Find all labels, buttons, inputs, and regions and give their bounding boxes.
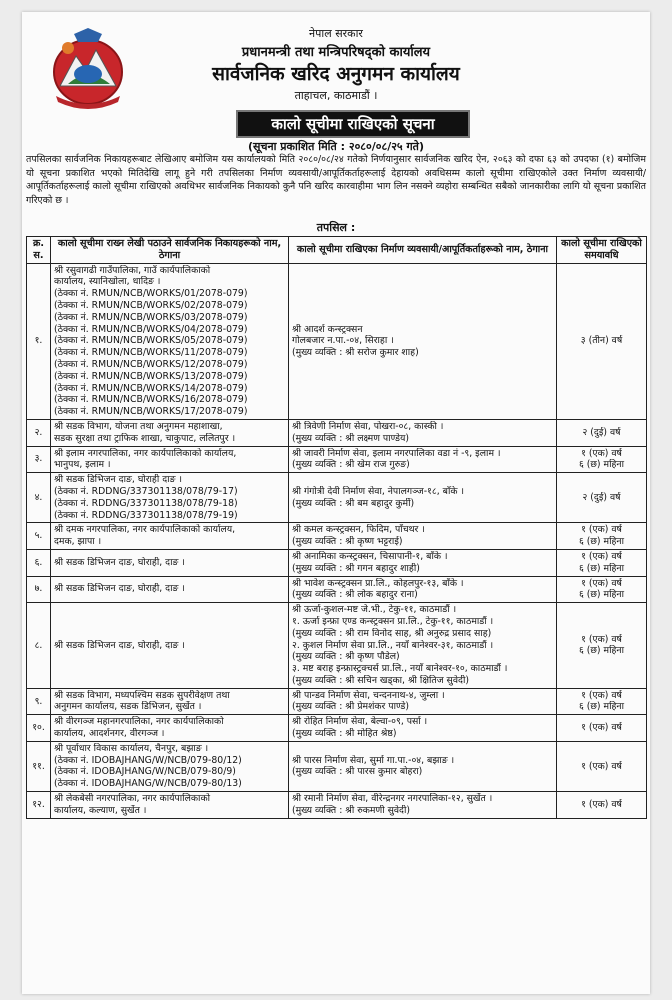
row-public-entity [51, 473, 289, 523]
row-blacklist-period [557, 549, 647, 576]
row-blacklist-period-line: ६ (छ) महिना [579, 562, 624, 574]
table-row [27, 741, 647, 791]
row-contractor-line: (मुख्य व्यक्ति : श्री कृष्ण पौडेल) [292, 651, 400, 663]
row-contractor [289, 446, 557, 473]
row-public-entity [51, 741, 289, 791]
row-blacklist-period-line: १ (एक) वर्ष [581, 633, 622, 645]
row-public-entity-line: श्री दमक नगरपालिका, नगर कार्यपालिकाको कार्यालय, [54, 524, 236, 536]
table-row [27, 523, 647, 550]
row-contractor-line: (मुख्य व्यक्ति : श्री रुकमणी सुवेदी) [292, 804, 410, 816]
intro-paragraph: तपसिलका सार्वजनिक निकायहरूबाट लेखिआए बमोजिम यस कार्यालयको मिति २०८०/०८/२४ गतेको निर्णयानुसार सार्वजनिक खरिद ऐन, २०६३ को दफा ६३ को उपदफा (१) बमोजिम यो सूचना प्रकाशित भएको मितिदेखि लागू हुने गरी तपसिलका निर्माण व्यवसायी/आपूर्तिकर्ताहरूलाई देहायको अवधिसम्म कालो सूचीमा राखिएकोले उक्त निर्माण व्यवसायी/आपूर्तिकर्ताहरूलाई कालो सूचीमा राखिएको अवधिभर सार्वजनिक निकायको कुनै पनि खरिद कारवाहीमा भाग लिन नसक्ने व्यहोरा सम्बन्धित सबैको जानकारीका लागि यो सूचना प्रकाशित गरिएको छ । [26, 154, 646, 206]
row-contractor [289, 263, 557, 419]
row-public-entity [51, 263, 289, 419]
table-row [27, 473, 647, 523]
row-serial-number: ५. [27, 523, 51, 550]
row-blacklist-period [557, 523, 647, 550]
row-public-entity-line: (ठेक्का नं. RMUN/NCB/WORKS/04/2078-079) [54, 323, 248, 335]
row-contractor-line: श्री रोहित निर्माण सेवा, बेल्वा-०९, पर्सा । [292, 716, 428, 728]
row-blacklist-period [557, 576, 647, 603]
row-public-entity-line: (ठेक्का नं. RMUN/NCB/WORKS/12/2078-079) [54, 358, 248, 370]
row-public-entity-line: (ठेक्का नं. RMUN/NCB/WORKS/13/2078-079) [54, 370, 248, 382]
row-contractor-line: (मुख्य व्यक्ति : श्री खेम राज गुरुङ) [292, 459, 410, 471]
row-public-entity-line: श्री सडक डिभिजन दाङ, घोराही दाङ । [54, 474, 182, 486]
row-contractor-line: श्री अनामिका कन्स्ट्रक्सन, चिसापानी-१, बाँके । [292, 550, 448, 562]
table-row [27, 263, 647, 419]
notice-title: कालो सूचीमा राखिएको सूचना [236, 110, 470, 138]
row-blacklist-period-line: १ (एक) वर्ष [581, 550, 622, 562]
row-public-entity-line: (ठेक्का नं. RDDNG/337301138/078/79-19) [54, 509, 238, 521]
row-contractor [289, 523, 557, 550]
row-blacklist-period [557, 792, 647, 819]
row-contractor-line: श्री रमानी निर्माण सेवा, वीरेन्द्रनगर नगरपालिका-१२, सुर्खेत । [292, 793, 493, 805]
table-row [27, 792, 647, 819]
row-contractor-line: (मुख्य व्यक्ति : श्री मोहित श्रेष्ठ) [292, 728, 397, 740]
row-public-entity-line: (ठेक्का नं. RDDNG/337301138/078/79-18) [54, 497, 238, 509]
row-public-entity-line: कार्यालय, स्यानिखोला, धादिङ । [54, 276, 161, 288]
column-header-entity: कालो सूचीमा राख्न लेखी पठाउने सार्वजनिक निकायहरूको नाम, ठेगाना [51, 237, 289, 264]
row-contractor [289, 603, 557, 689]
row-public-entity-line: श्री इलाम नगरपालिका, नगर कार्यपालिकाको कार्यालय, [54, 447, 237, 459]
row-public-entity [51, 576, 289, 603]
table-row [27, 715, 647, 742]
row-contractor-line: (मुख्य व्यक्ति : श्री पारस कुमार बोहरा) [292, 766, 423, 778]
row-blacklist-period-line: ६ (छ) महिना [579, 645, 624, 657]
publish-date: (सूचना प्रकाशित मिति : २०८०/०८/२५ गते) [248, 140, 424, 153]
row-public-entity-line: कार्यालय, आदर्शनगर, वीरगञ्ज । [54, 728, 165, 740]
row-public-entity-line: (ठेक्का नं. RMUN/NCB/WORKS/01/2078-079) [54, 288, 248, 300]
row-contractor-line: श्री भावेश कन्स्ट्रक्सन प्रा.लि., कोहलपुर-१३, बाँके । [292, 577, 464, 589]
row-public-entity-line: श्री रसुवागढी गाउँपालिका, गाउँ कार्यपालिकाको [54, 264, 211, 276]
row-contractor-line: श्री ऊर्जा-कुशल-मष्ट जे.भी., टेकु-११, काठमाडौं । [292, 604, 457, 616]
row-serial-number: १२. [27, 792, 51, 819]
row-public-entity-line: श्री सडक डिभिजन दाङ, घोराही, दाङ । [54, 583, 185, 595]
header-address: ताहाचल, काठमाडौं । [294, 89, 378, 102]
row-contractor [289, 688, 557, 715]
row-blacklist-period-line: १ (एक) वर्ष [581, 447, 622, 459]
header-department: सार्वजनिक खरिद अनुगमन कार्यालय [212, 63, 460, 85]
row-blacklist-period [557, 603, 647, 689]
row-blacklist-period-line: ३ (तीन) वर्ष [580, 335, 623, 347]
row-public-entity-line: (ठेक्का नं. RMUN/NCB/WORKS/14/2078-079) [54, 382, 248, 394]
row-contractor-line: (मुख्य व्यक्ति : श्री लक्ष्मण पाण्डेय) [292, 432, 409, 444]
row-contractor-line: श्री आदर्श कन्स्ट्रक्सन [292, 323, 363, 335]
row-contractor-line: (मुख्य व्यक्ति : श्री सरोज कुमार शाह) [292, 347, 419, 359]
row-contractor [289, 473, 557, 523]
row-public-entity-line: (ठेक्का नं. RMUN/NCB/WORKS/05/2078-079) [54, 335, 248, 347]
row-blacklist-period [557, 473, 647, 523]
row-contractor-line: (मुख्य व्यक्ति : श्री कृष्ण भट्टराई) [292, 536, 403, 548]
row-blacklist-period-line: ६ (छ) महिना [579, 589, 624, 601]
row-public-entity-line: (ठेक्का नं. RMUN/NCB/WORKS/16/2078-079) [54, 394, 248, 406]
row-public-entity-line: (ठेक्का नं. IDOBAJHANG/W/NCB/079-80/9) [54, 766, 236, 778]
row-contractor-line: श्री पान्डव निर्माण सेवा, चन्दननाथ-४, जुम्ला । [292, 689, 445, 701]
table-row [27, 603, 647, 689]
row-contractor-line: (मुख्य व्यक्ति : श्री बम बहादुर कुर्मी) [292, 497, 415, 509]
table-row [27, 549, 647, 576]
row-serial-number: ११. [27, 741, 51, 791]
row-blacklist-period-line: १ (एक) वर्ष [581, 722, 622, 734]
table-row [27, 419, 647, 446]
row-public-entity-line: श्री सडक डिभिजन दाङ, घोराही, दाङ । [54, 639, 185, 651]
row-contractor-line: श्री गंगोत्री देवी निर्माण सेवा, नेपालगञ्ज-१८, बाँके । [292, 485, 464, 497]
table-row [27, 688, 647, 715]
header-office: प्रधानमन्त्री तथा मन्त्रिपरिषद्को कार्यालय [241, 45, 431, 60]
row-blacklist-period-line: १ (एक) वर्ष [581, 798, 622, 810]
row-public-entity-line: श्री सडक डिभिजन दाङ, घोराही, दाङ । [54, 556, 185, 568]
row-public-entity [51, 603, 289, 689]
row-blacklist-period-line: ६ (छ) महिना [579, 536, 624, 548]
row-public-entity-line: श्री लेकबेसी नगरपालिका, नगर कार्यपालिकाको [54, 793, 210, 805]
row-public-entity-line: (ठेक्का नं. RMUN/NCB/WORKS/02/2078-079) [54, 299, 248, 311]
header-government: नेपाल सरकार [309, 27, 363, 40]
row-contractor-line: श्री त्रिवेणी निर्माण सेवा, पोखरा-०८, कास्की । [292, 420, 444, 432]
row-public-entity-line: श्री सडक विभाग, योजना तथा अनुगमन महाशाखा, [54, 420, 223, 432]
row-public-entity [51, 446, 289, 473]
row-blacklist-period-line: १ (एक) वर्ष [581, 760, 622, 772]
blacklist-table [26, 236, 647, 819]
row-public-entity [51, 419, 289, 446]
column-header-period: कालो सूचीमा राखिएको समयावधि [557, 237, 647, 264]
column-header-sn: क्र. स. [27, 237, 51, 264]
row-contractor [289, 419, 557, 446]
row-serial-number: १०. [27, 715, 51, 742]
row-blacklist-period-line: ६ (छ) महिना [579, 459, 624, 471]
row-blacklist-period [557, 715, 647, 742]
table-header-row [27, 237, 647, 264]
row-contractor [289, 792, 557, 819]
row-contractor-line: (मुख्य व्यक्ति : श्री राम विनोद साह, श्री अनुरुद्र प्रसाद साह) [292, 627, 492, 639]
row-public-entity-line: श्री सडक विभाग, मध्यपश्चिम सडक सुपरीवेक्षण तथा [54, 689, 230, 701]
row-blacklist-period-line: २ (दुई) वर्ष [582, 426, 621, 438]
row-public-entity-line: श्री पूर्वाधार विकास कार्यालय, चैनपुर, बझाङ । [54, 742, 209, 754]
row-contractor-line: २. कुशल निर्माण सेवा प्रा.लि., नयाँ बानेश्वर-३१, काठमाडौं । [292, 639, 494, 651]
row-contractor-line: १. ऊर्जा इन्फ्रा एण्ड कन्स्ट्रक्सन प्रा.लि., टेकु-११, काठमाडौं । [292, 615, 494, 627]
row-public-entity-line: (ठेक्का नं. RMUN/NCB/WORKS/03/2078-079) [54, 311, 248, 323]
row-serial-number: ८. [27, 603, 51, 689]
table-row [27, 576, 647, 603]
row-public-entity-line: (ठेक्का नं. IDOBAJHANG/W/NCB/079-80/12) [54, 754, 242, 766]
row-public-entity-line: सडक सुरक्षा तथा ट्राफिक शाखा, चाकुपाट, ललितपुर । [54, 432, 236, 444]
row-blacklist-period-line: ६ (छ) महिना [579, 701, 624, 713]
row-serial-number: १. [27, 263, 51, 419]
row-public-entity-line: दमक, झापा । [54, 536, 102, 548]
row-contractor [289, 741, 557, 791]
row-blacklist-period [557, 263, 647, 419]
row-contractor-line: श्री पारस निर्माण सेवा, सुर्मा गा.पा.-०४, बझाङ । [292, 754, 455, 766]
row-public-entity [51, 792, 289, 819]
row-contractor-line: गोलबजार न.पा.-०४, सिराहा । [292, 335, 394, 347]
row-blacklist-period-line: २ (दुई) वर्ष [582, 491, 621, 503]
row-public-entity-line: (ठेक्का नं. RMUN/NCB/WORKS/11/2078-079) [54, 347, 248, 359]
row-blacklist-period-line: १ (एक) वर्ष [581, 689, 622, 701]
column-header-contractor: कालो सूचीमा राखिएका निर्माण व्यवसायी/आपूर्तिकर्ताहरूको नाम, ठेगाना [289, 237, 557, 264]
row-public-entity-line: (ठेक्का नं. RDDNG/337301138/078/79-17) [54, 485, 238, 497]
row-public-entity [51, 549, 289, 576]
row-contractor-line: श्री जावरी निर्माण सेवा, इलाम नगरपालिका वडा नं -९, इलाम । [292, 447, 501, 459]
row-contractor [289, 549, 557, 576]
row-contractor [289, 715, 557, 742]
row-public-entity-line: कार्यालय, कल्याण, सुर्खेत । [54, 804, 147, 816]
row-public-entity-line: अनुगमन कार्यालय, सडक डिभिजन, सुर्खेत । [54, 701, 202, 713]
row-public-entity [51, 688, 289, 715]
row-contractor-line: (मुख्य व्यक्ति : श्री सचिन खड्का, श्री क्षितिज सुवेदी) [292, 674, 469, 686]
tapasil-heading: तपसिल : [316, 221, 356, 234]
row-blacklist-period [557, 688, 647, 715]
row-public-entity-line: (ठेक्का नं. RMUN/NCB/WORKS/17/2078-079) [54, 406, 248, 418]
row-contractor-line: ३. मष्ट बराह इन्फ्रास्ट्रक्चर्स प्रा.लि., नयाँ बानेश्वर-१०, काठमाडौं । [292, 663, 508, 675]
row-public-entity-line: श्री वीरगञ्ज महानगरपालिका, नगर कार्यपालिकाको [54, 716, 224, 728]
notice-page [22, 12, 650, 994]
row-serial-number: ६. [27, 549, 51, 576]
row-blacklist-period-line: १ (एक) वर्ष [581, 577, 622, 589]
row-blacklist-period [557, 446, 647, 473]
row-contractor-line: (मुख्य व्यक्ति : श्री लोक बहादुर राना) [292, 589, 418, 601]
row-contractor-line: (मुख्य व्यक्ति : श्री प्रेमशंकर पाण्डे) [292, 701, 409, 713]
row-contractor-line: (मुख्य व्यक्ति : श्री गगन बहादुर शाही) [292, 562, 420, 574]
row-blacklist-period-line: १ (एक) वर्ष [581, 524, 622, 536]
row-blacklist-period [557, 741, 647, 791]
row-public-entity [51, 523, 289, 550]
row-contractor-line: श्री कमल कन्स्ट्रक्सन, फिदिम, पाँचथर । [292, 524, 425, 536]
row-public-entity-line: (ठेक्का नं. IDOBAJHANG/W/NCB/079-80/13) [54, 778, 242, 790]
row-public-entity-line: भानुपथ, इलाम । [54, 459, 111, 471]
row-serial-number: ७. [27, 576, 51, 603]
row-contractor [289, 576, 557, 603]
row-serial-number: ९. [27, 688, 51, 715]
row-public-entity [51, 715, 289, 742]
row-serial-number: ३. [27, 446, 51, 473]
table-row [27, 446, 647, 473]
row-serial-number: २. [27, 419, 51, 446]
row-serial-number: ४. [27, 473, 51, 523]
row-blacklist-period [557, 419, 647, 446]
